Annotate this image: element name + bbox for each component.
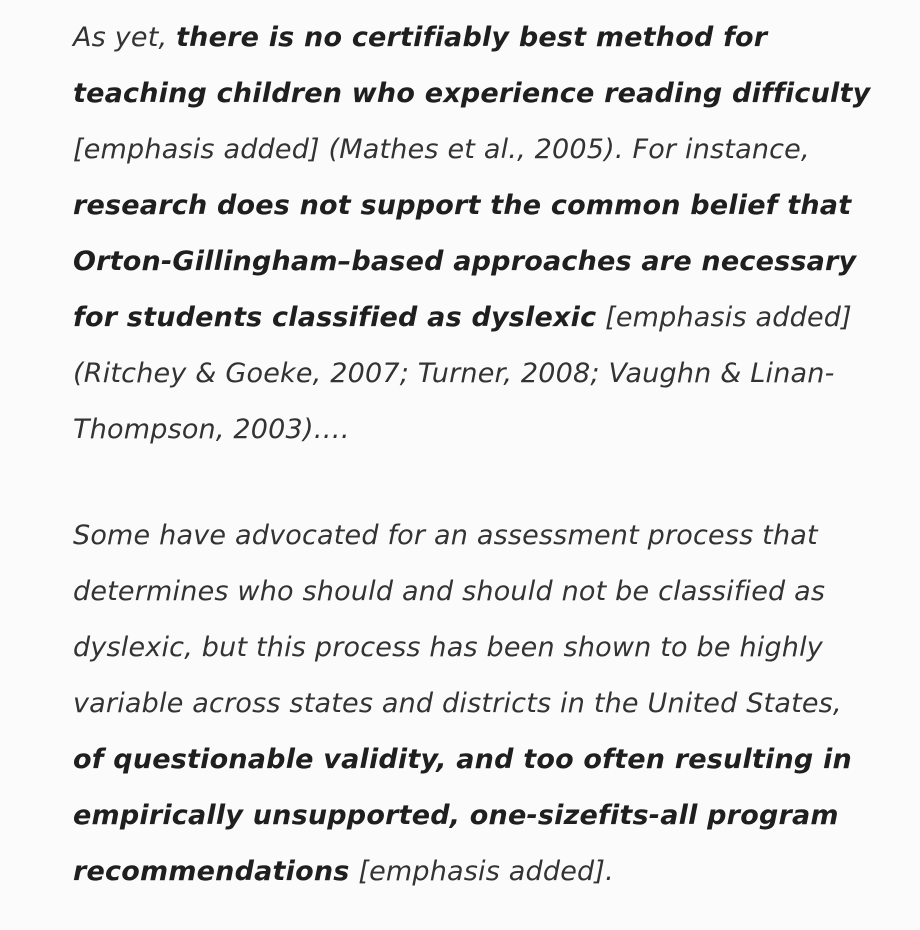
quote-text: [emphasis added]. xyxy=(349,856,614,887)
quote-paragraph-1 xyxy=(73,10,873,458)
quote-paragraph-2 xyxy=(73,508,873,900)
quote-text: As yet, xyxy=(73,22,177,53)
quote-emphasis: research does not support the common belief that Orton-Gillingham–based approaches are necessary for students classified as dyslexic xyxy=(73,190,857,333)
quote-emphasis: there is no certifiably best method for teaching children who experience reading difficulty xyxy=(73,22,871,109)
quote-text: Some have advocated for an assessment process that determines who should and should not be classified as dyslexic, but this process has been shown to be highly variable across states and districts in the United States, xyxy=(73,520,842,719)
quote-emphasis: of questionable validity, and too often resulting in empirically unsupported, one-sizefits-all program recommendations xyxy=(73,744,852,887)
quote-text: [emphasis added] (Mathes et al., 2005). For instance, xyxy=(73,134,810,165)
blockquote xyxy=(73,10,873,900)
quote-text: [emphasis added] (Ritchey & Goeke, 2007; Turner, 2008; Vaughn & Linan-Thompson, 2003)…. xyxy=(73,302,852,445)
